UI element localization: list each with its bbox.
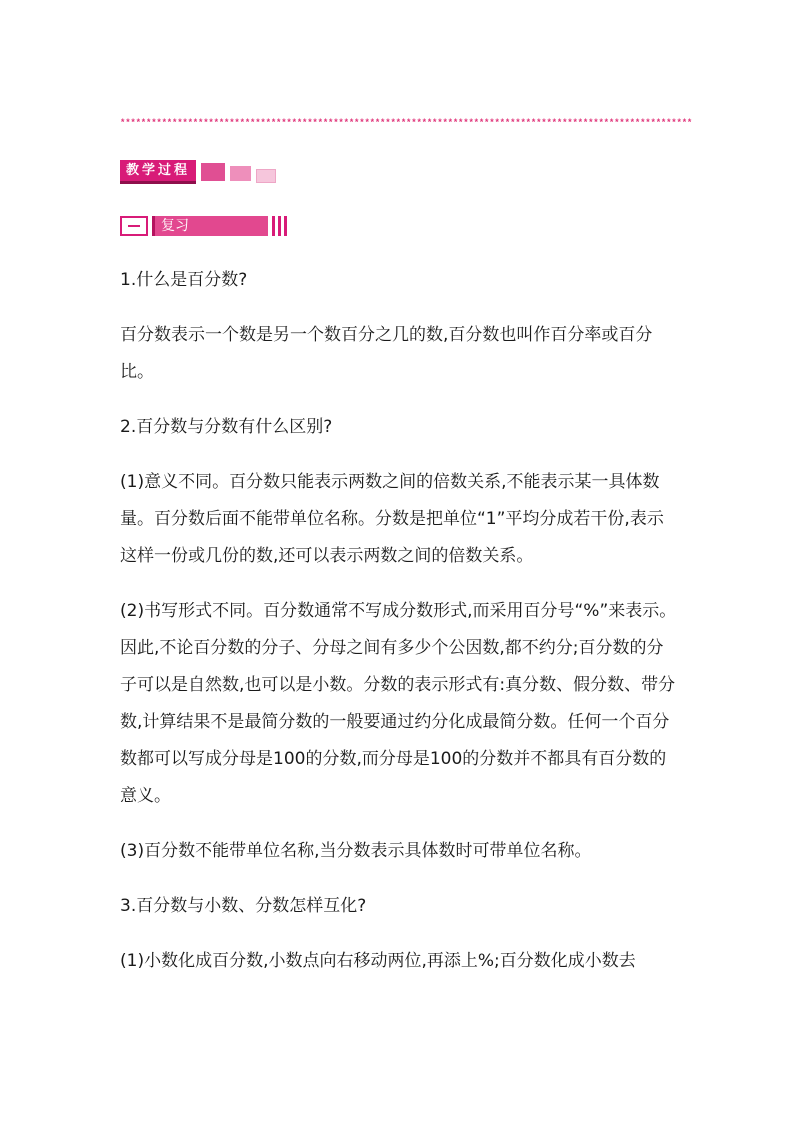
- decor-bar: [278, 216, 281, 236]
- section-title: 教学过程: [120, 160, 196, 184]
- decor-bars: [272, 216, 290, 236]
- answer-2-point-1: (1)意义不同。百分数只能表示两数之间的倍数关系,不能表示某一具体数量。百分数后面不能带单位名称。分数是把单位“1”平均分成若干份,表示这样一份或几份的数,还可以表示两数之间的倍数关系。: [120, 472, 664, 566]
- section-header: [120, 160, 276, 182]
- decor-square-light: [256, 169, 276, 183]
- question-2: 2.百分数与分数有什么区别?: [120, 417, 333, 437]
- answer-2-point-3: (3)百分数不能带单位名称,当分数表示具体数时可带单位名称。: [120, 841, 592, 861]
- answer-3-point-1: (1)小数化成百分数,小数点向右移动两位,再添上%;百分数化成小数去: [120, 951, 636, 971]
- body-text: [120, 262, 680, 998]
- subsection-header: [120, 215, 290, 237]
- subsection-number: [120, 216, 148, 236]
- answer-1: 百分数表示一个数是另一个数百分之几的数,百分数也叫作百分率或百分比。: [120, 325, 653, 382]
- question-1: 1.什么是百分数?: [120, 270, 248, 290]
- subsection-number-glyph: [128, 225, 140, 227]
- decor-bar: [284, 216, 287, 236]
- subsection-title: 复习: [152, 216, 268, 236]
- decor-bar: [272, 216, 275, 236]
- question-3: 3.百分数与小数、分数怎样互化?: [120, 896, 367, 916]
- answer-2-point-2: (2)书写形式不同。百分数通常不写成分数形式,而采用百分号“%”来表示。因此,不论百分数的分子、分母之间有多少个公因数,都不约分;百分数的分子可以是自然数,也可以是小数。分数的表示形式有:真分数、假分数、带分数,计算结果不是最简分数的一般要通过约分化成最简分数。任何一个百分数都可以写成分母是100的分数,而分母是100的分数并不都具有百分数的意义。: [120, 601, 677, 806]
- decor-square-medium: [230, 166, 251, 181]
- star-divider: **************************************************************************************************************: [120, 118, 693, 128]
- decor-square-dark: [201, 163, 225, 181]
